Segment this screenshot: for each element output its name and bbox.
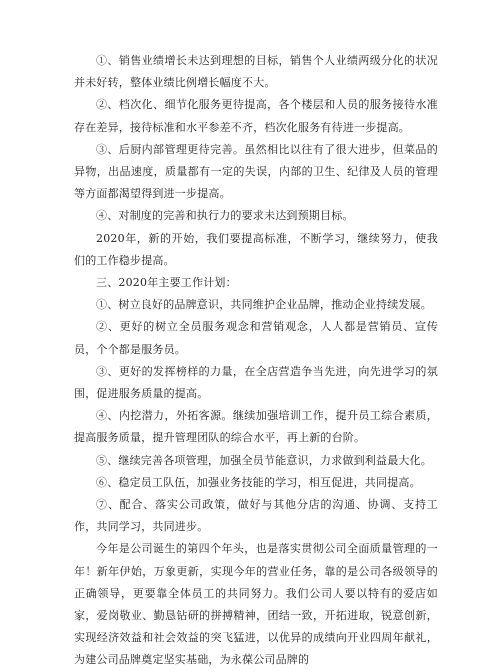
section-heading-plan: 三、2020年主要工作计划： [96, 276, 237, 290]
paragraph-8: ②、更好的树立全员服务观念和营销观念，人人都是营销员、宣传员，个个都是服务员。 [74, 320, 438, 356]
paragraph-13: ⑦、配合、落实公司政策，做好与其他分店的沟通、协调、支持工作，共同学习，共同进步。 [74, 498, 438, 534]
paragraph-14: 今年是公司诞生的第四个年头，也是落实贯彻公司全面质量管理的一年！新年伊始，万象更新，实现今年的营业任务，靠的是公司各级领导的正确领导，更要靠全体员工的共同努力。我们公司人要以特有的爱店如家，爱岗敬业、勤恳钻研的拼搏精神，团结一致，开拓进取，锐意创新，实现经济效益和社会效益的突飞猛进，以优异的成绩向开业四周年献礼，为建公司品牌奠定坚实基础，为永葆公司品牌的 [74, 542, 438, 667]
paragraph-4: ④、对制度的完善和执行力的要求未达到预期目标。 [96, 209, 354, 223]
paragraph-11: ⑤、继续完善各项管理，加强全员节能意识，力求做到利益最大化。 [96, 453, 432, 467]
paragraph-7: ①、树立良好的品牌意识，共同维护企业品牌，推动企业持续发展。 [96, 298, 432, 312]
paragraph-5: 2020年，新的开始，我们要提高标准，不断学习，继续努力，使我们的工作稳步提高。 [74, 231, 438, 267]
paragraph-2: ②、档次化、细节化服务更待提高，各个楼层和人员的服务接待水准存在差异，接待标准和水平参差不齐，档次化服务有待进一步提高。 [74, 98, 438, 134]
document-body [74, 50, 438, 672]
paragraph-9: ③、更好的发挥榜样的力量，在全店营造争当先进，向先进学习的氛围，促进服务质量的提高。 [74, 364, 438, 401]
paragraph-3: ③、后厨内部管理更待完善。虽然相比以往有了很大进步，但菜品的异物，出品速度，质量都有一定的失误，内部的卫生、纪律及人员的管理等方面都渴望得到进一步提高。 [74, 142, 438, 201]
paragraph-12: ⑥、稳定员工队伍，加强业务技能的学习，相互促进，共同提高。 [96, 475, 421, 489]
paragraph-10: ④、内挖潜力，外拓客源。继续加强培训工作，提升员工综合素质，提高服务质量，提升管理团队的综合水平，再上新的台阶。 [74, 409, 438, 445]
paragraph-1: ①、销售业绩增长未达到理想的目标，销售个人业绩两级分化的状况并未好转，整体业绩比例增长幅度不大。 [74, 54, 438, 90]
